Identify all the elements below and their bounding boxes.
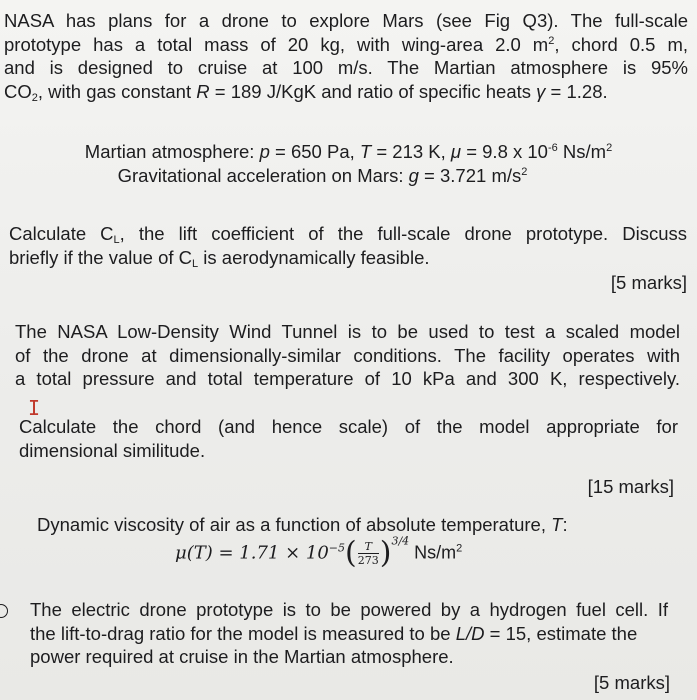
question-2-line-1: The NASA Low-Density Wind Tunnel is to be used to test a scaled model: [15, 321, 680, 342]
question-3-marks: [5 marks]: [593, 671, 670, 693]
question-3: [30, 598, 668, 694]
intro-line-2: [4, 33, 688, 57]
symbol-T: T: [359, 141, 372, 162]
atmosphere-viscosity: = 9.8 x 10: [461, 141, 548, 162]
viscosity-colon: :: [562, 514, 568, 535]
formula-unit-sup: 2: [456, 542, 463, 555]
formula-numerator: T: [358, 540, 379, 554]
q1-text-b: , the lift coefficient of the full-scale drone prototype. Discuss: [119, 223, 687, 244]
formula-power: 3/4: [391, 534, 410, 548]
question-1: [9, 222, 687, 295]
symbol-p: p: [259, 141, 270, 162]
gravity-value: = 3.721 m/s: [418, 164, 522, 186]
question-3-line-2: [30, 622, 668, 646]
intro-line-2-sup: 2: [548, 34, 555, 47]
text-cursor-icon: I: [28, 396, 41, 420]
viscosity-formula: [175, 534, 463, 571]
question-2-line-2: of the drone at dimensionally-similar conditions. The facility operates with: [15, 344, 680, 366]
question-3-line-3: power required at cruise in the Martian atmosphere.: [30, 646, 454, 667]
symbol-mu: μ: [450, 141, 462, 162]
question-1-line-2: [9, 246, 687, 270]
intro-line-1: NASA has plans for a drone to explore Mars (see Fig Q3). The full-scale: [4, 10, 688, 31]
viscosity-text: Dynamic viscosity of air as a function of absolute temperature,: [37, 514, 552, 535]
gravity-line: [0, 164, 697, 188]
formula-unit: Ns/m: [409, 542, 457, 563]
formula-close-paren: ): [379, 535, 392, 571]
viscosity-line: [37, 513, 677, 537]
formula-lhs: μ(T) = 1.71 × 10: [175, 542, 329, 564]
intro-line-4-text: , with gas constant: [37, 80, 197, 102]
question-2-task: [19, 415, 678, 499]
atmosphere-temperature: = 213 K,: [371, 141, 451, 162]
q1-sub-a: L: [113, 234, 120, 246]
symbol-R: R: [196, 80, 210, 102]
q1-sub-c: L: [192, 257, 199, 270]
atmosphere-pressure: = 650 Pa,: [269, 141, 360, 162]
symbol-g: g: [408, 164, 419, 186]
q3-text-a: the lift-to-drag ratio for the model is measured to be: [30, 622, 456, 644]
intro-line-4: [4, 80, 688, 104]
co2-sub: 2: [31, 91, 38, 104]
intro-line-2-tail: , chord 0.5 m,: [554, 33, 689, 55]
intro-paragraph: [4, 9, 688, 103]
co2-text: CO: [4, 80, 32, 102]
formula-exponent: −5: [328, 541, 346, 555]
bullet-circle-icon: [0, 604, 8, 618]
formula-fraction: [358, 540, 379, 567]
intro-line-4-text-3: = 1.28.: [545, 80, 608, 102]
question-2-line-4: Calculate the chord (and hence scale) of the model appropriate for: [19, 416, 678, 437]
question-2: [15, 320, 680, 391]
question-2-line-5: dimensional similitude.: [19, 439, 206, 461]
viscosity-symbol-T: T: [551, 514, 563, 535]
q1-text-c: briefly if the value of C: [9, 246, 193, 268]
question-3-line-1: The electric drone prototype is to be powered by a hydrogen fuel cell. If: [30, 599, 668, 620]
formula-denominator: 273: [357, 554, 379, 567]
viscosity-exponent: -6: [547, 142, 558, 154]
symbol-lift-to-drag: L/D: [455, 622, 485, 644]
formula-open-paren: (: [345, 535, 357, 571]
q3-text-b: = 15, estimate the: [484, 622, 638, 644]
viscosity-note: [37, 513, 677, 537]
intro-line-4-text-2: = 189 J/KgK and ratio of specific heats: [209, 80, 537, 102]
atmosphere-label: Martian atmosphere:: [84, 141, 260, 162]
intro-line-2-text: prototype has a total mass of 20 kg, with wing-area 2.0 m: [4, 33, 549, 55]
atmosphere-block: [0, 140, 697, 187]
gravity-label: Gravitational acceleration on Mars:: [117, 164, 409, 186]
viscosity-unit-sup: 2: [606, 142, 613, 154]
question-1-line-1: [9, 222, 687, 246]
atmosphere-line: [0, 140, 697, 164]
question-1-marks: [5 marks]: [610, 272, 687, 293]
gravity-unit-sup: 2: [521, 165, 528, 178]
symbol-gamma: γ: [536, 80, 546, 102]
question-2-line-3: a total pressure and total temperature of 10 kPa and 300 K, respectively.: [15, 368, 680, 389]
question-2-marks: [15 marks]: [587, 476, 674, 497]
q1-text-d: is aerodynamically feasible.: [198, 246, 430, 268]
intro-line-3: and is designed to cruise at 100 m/s. The Martian atmosphere is 95%: [4, 57, 688, 78]
q1-text-a: Calculate C: [9, 223, 114, 244]
viscosity-unit: Ns/m: [557, 141, 607, 162]
